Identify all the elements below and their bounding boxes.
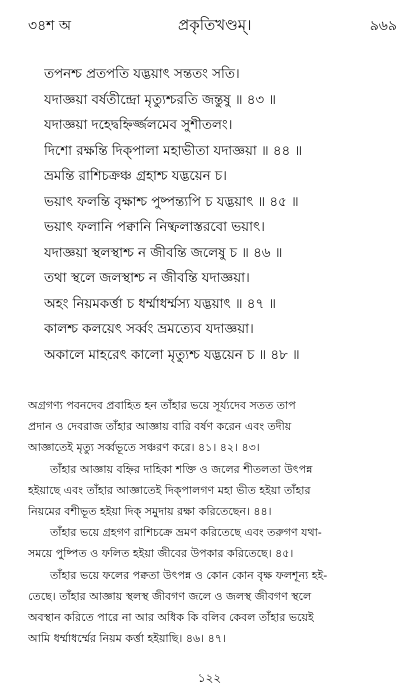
verse-line: অকালে মাহরেৎ কালো মৃত্যুশ্চ যদ্ভয়েন চ ॥ ৪৮ ॥ [44,347,300,363]
verse-line: যদাজ্ঞয়া স্থলস্থাশ্চ ন জীবন্তি জলেষু চ ॥ ৪৬ ॥ [44,245,283,261]
commentary-line: অবস্থান করিতে পারে না আর অধিক কি বলিব কেবল তাঁহার ভয়েই [28,610,314,624]
commentary-line: আজ্ঞাতেই মৃত্যু সর্ব্বভূতে সঞ্চরণ করে। ৪১। ৪২। ৪৩। [28,441,260,455]
verse-line: যদাজ্ঞয়া দহেদ্বহ্নির্জ্জলমেব সুশীতলং। [44,118,233,133]
running-title: প্রকৃতিখণ্ডম্। [178,16,252,34]
chapter-label: ৩৪শ অ [28,18,72,34]
verse-line: অহং নিয়মকর্ত্তা চ ধর্ম্মাধর্ম্মস্য যদ্ভয়াৎ ॥ ৪৭ ॥ [44,296,276,312]
page-number: ৯৬৯ [369,18,397,34]
commentary-line: হইয়াছে এবং তাঁহার আজ্ঞাতেই দিক্পালগণ মহা ভীত হইয়া তাঁহার [28,483,311,497]
verse-line: দিশো রক্ষন্তি দিক্পালা মহাভীতা যদাজ্ঞয়া ॥ ৪৪ ॥ [44,143,303,159]
verse-line: ভয়াৎ ফলানি পক্বানি নিষ্ফলাস্তরবো ভয়াৎ। [44,220,265,235]
commentary-line: তাঁহার আজ্ঞায় বহ্নির দাহিকা শক্তি ও জলের শীতলতা উৎপন্ন [50,462,313,476]
commentary-line: সময়ে পুষ্পিত ও ফলিত হইয়া জীবের উপকার করিতেছে। ৪৫। [28,547,294,561]
commentary-line: তেছে। তাঁহার আজ্ঞায় স্থলস্থ জীবগণ জলে ও জলস্থ জীবগণ স্থলে [28,589,312,603]
verse-line: তপনশ্চ প্রতপতি যদ্ভয়াৎ সন্ততং সতি। [44,67,240,82]
commentary-line: আমি ধর্ম্মাধর্ম্মের নিয়ম কর্ত্তা হইয়াছি। ৪৬। ৪৭। [28,632,226,646]
commentary-line: প্রদান ও দেবরাজ তাঁহার আজ্ঞায় বারি বর্ষণ করেন এবং তদীয় [28,420,292,434]
commentary-line: তাঁহার ভয়ে ফলের পক্বতা উৎপন্ন ও কোন কোন বৃক্ষ ফলশূন্য হই- [50,568,328,582]
commentary-line: নিয়মের বশীভূত হইয়া দিক্ সমুদায় রক্ষা করিতেছেন। ৪৪। [28,504,272,518]
commentary-line: তাঁহার ভয়ে গ্রহগণ রাশিচক্রে ভ্রমণ করিতেছে এবং তরুগণ যথা- [50,526,322,540]
verse-line: তথা স্থলে জলস্থাশ্চ ন জীবন্তি যদাজ্ঞয়া। [44,271,250,286]
commentary-line: অগ্রগণ্য পবনদেব প্রবাহিত হন তাঁহার ভয়ে সূর্য্যদেব সতত তাপ [28,399,296,412]
sanskrit-verses [44,62,404,368]
verse-line: যদাজ্ঞয়া বর্ষতীন্দ্রো মৃত্যুশ্চরতি জন্তুষু ॥ ৪৩ ॥ [44,92,276,108]
verse-line: ভয়াৎ ফলন্তি বৃক্ষাশ্চ পুষ্পন্ত্যপি চ যদ্ভয়াৎ ॥ ৪৫ ॥ [44,194,299,210]
verse-line: ভ্রমন্তি রাশিচক্রঞ্চ গ্রহাশ্চ যদ্ভয়েন চ। [44,169,227,184]
verse-line: কালশ্চ কলয়েৎ সর্ব্বং ভ্রমত্যেব যদাজ্ঞয়া। [44,322,254,337]
page-header [28,14,397,38]
bengali-commentary [28,395,400,649]
signature-mark: ১২২ [197,671,222,685]
